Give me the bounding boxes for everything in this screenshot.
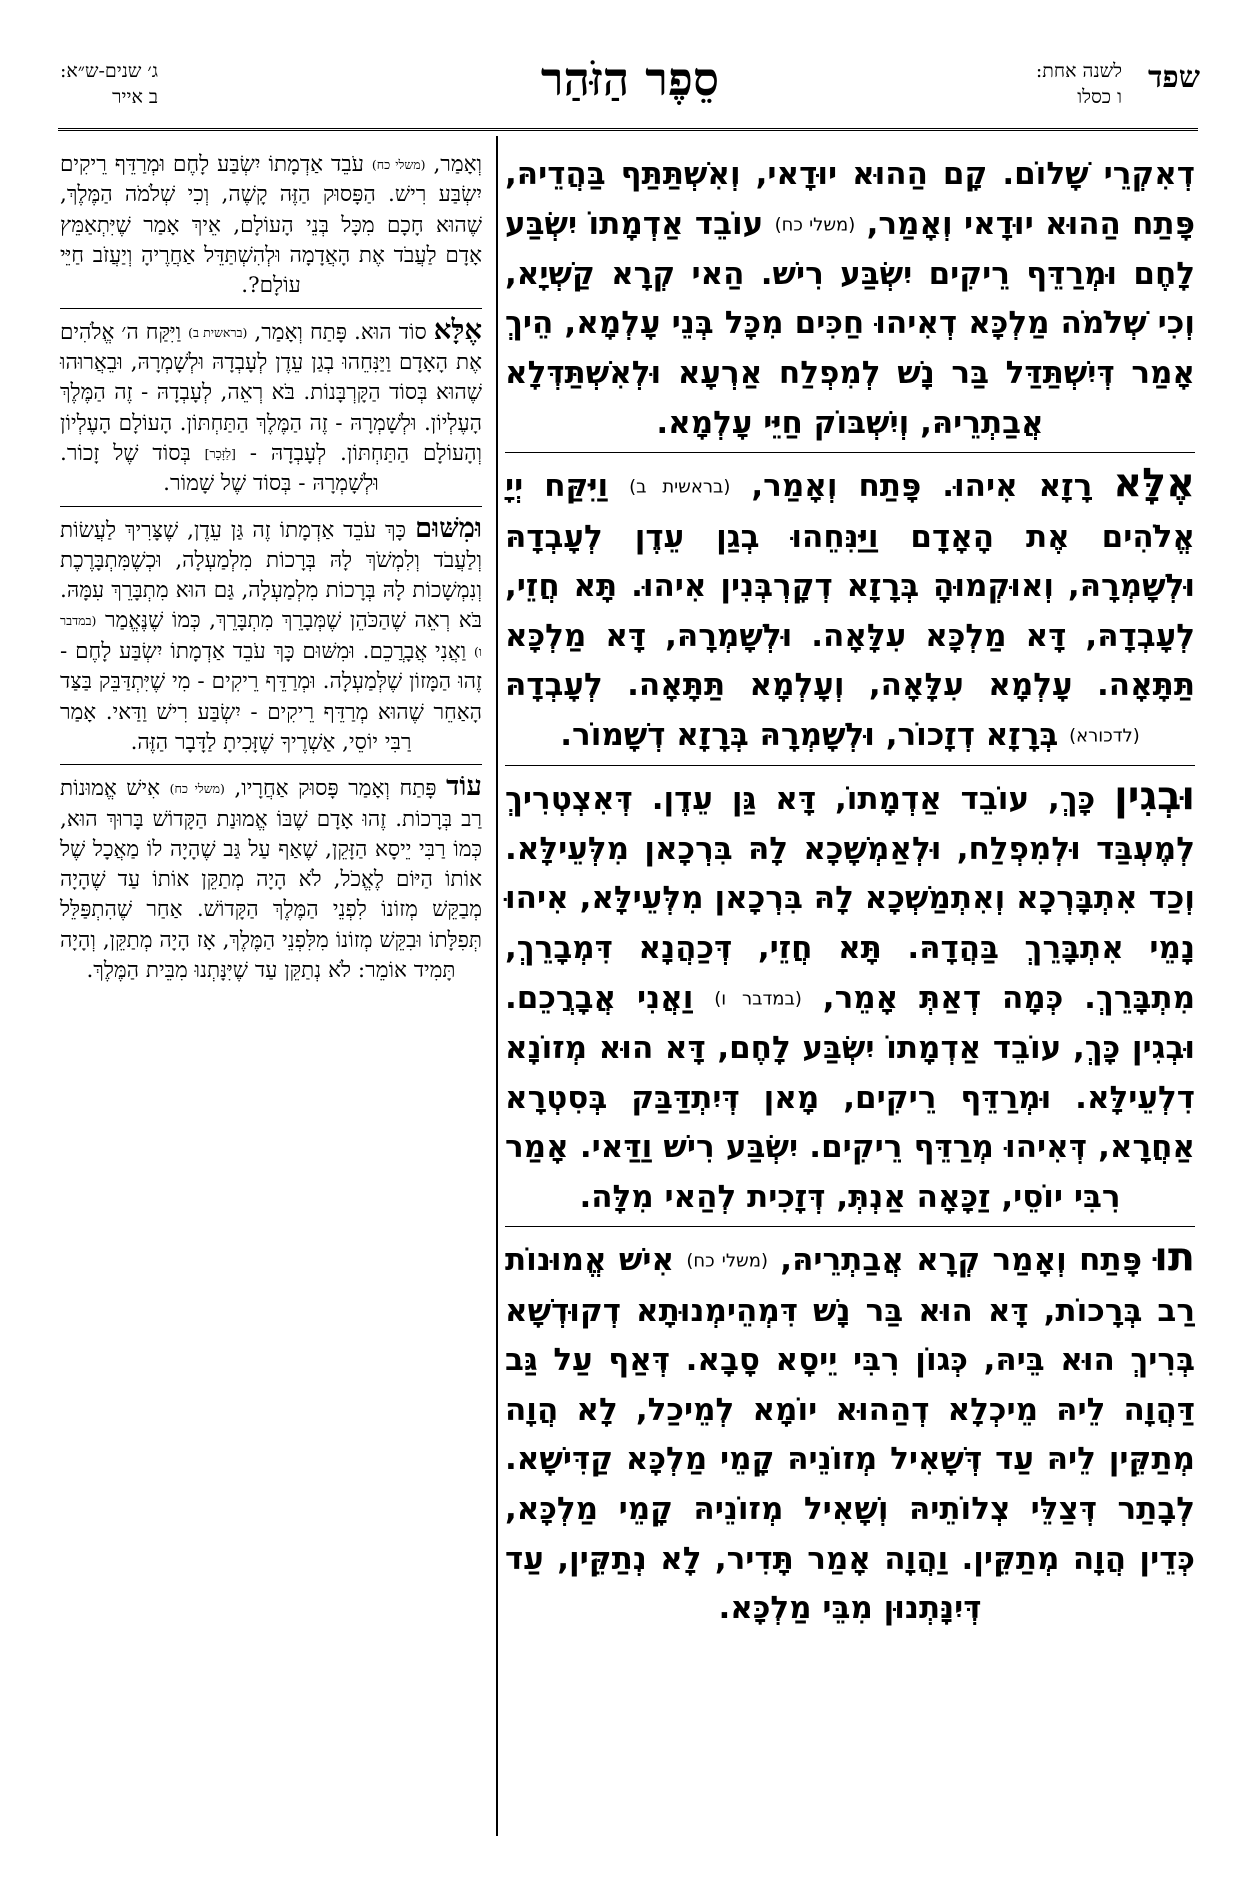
aramaic-paragraph-1 [505, 150, 1195, 448]
aramaic-p1-text: דְאִקְרֵי שָׁלוֹם. קָם הַהוּא יוּדָאי, וְאִשְׁתַּתַּף בַּהֲדֵיהּ, פָּתַח הַהוּא יוּדָאי וְאָמַר, [505, 156, 1195, 242]
aramaic-p4-text2: אִישׁ אֱמוּנוֹת רַב בְּרָכוֹת, דָּא הוּא בַּר נָשׁ דִּמְהֵימְנוּתָא דְקוּדְשָׁא בְּרִיךְ הוּא בֵּיהּ, כְּגוֹן רִבִּי יֵיסָא סָבָא. דְּאַף עַל גַּב דַּהֲוָה לֵיהּ מֵיכְלָא דְהַהוּא יוֹמָא לְמֵיכַל, לָא הֲוָה מְתַקֵּין לֵיהּ עַד דְּשָׁאִיל מְזוֹנֵיהּ קָמֵי מַלְכָּא קַדִּישָׁא. לְבָתַר דְּצַלֵּי צְלוֹתֵיהּ וְשָׁאִיל מְזוֹנֵיהּ קָמֵי מַלְכָּא, כְּדֵין הֲוָה מְתַקֵּין. וַהֲוָה אָמַר תָּדִיר, לָא נְתַקֵּין, עַד דְּיִנָּתְנוּן מִבֵּי מַלְכָּא. [505, 1242, 1195, 1627]
aramaic-column [505, 150, 1195, 1634]
aramaic-p2-text: רָזָא אִיהוּ. פָּתַח וְאָמַר, [730, 468, 1114, 505]
reading-schedule-left [60, 58, 158, 110]
aramaic-separator-3 [505, 1226, 1195, 1227]
reading-schedule-right-line1: לשנה אחת: [1035, 60, 1122, 82]
aramaic-paragraph-3 [505, 772, 1195, 1222]
hebrew-p1-text2: עֹבֵד אַדְמָתוֹ יִשְׂבַּע לָחֶם וּמְרַדֵּף רֵיקִים יִשְׂבַּע רִישׁ. הַפָּסוּק הַזֶּה קָשֶׁה, וְכִי שְׁלֹמֹה הַמֶּלֶךְ, שֶׁהוּא חָכָם מִכָּל בְּנֵי הָעוֹלָם, אֵיךְ אָמַר שֶׁיִּתְאַמֵּץ אָדָם לַעֲבֹד אֶת הָאֲדָמָה וּלְהִשְׁתַּדֵּל אַחֲרֶיהָ וְיַעֲזֹב חַיֵּי עוֹלָם?. [60, 152, 482, 299]
aramaic-p2-citation-2: (לדכורא) [1069, 725, 1140, 747]
aramaic-p3-text2: וַאֲנִי אֲבָרֲכֵם. וּבְגִין כָּךְ, עוֹבֵד אַדְמָתוֹ יִשְׂבַּע לָחֶם, דָּא הוּא מְזוֹנָא דִלְעֵילָּא. וּמְרַדֵּף רֵיקִים, מָאן דְּיִתְדַּבַּק בְּסִטְרָא אַחֲרָא, דְּאִיהוּ מְרַדֵּף רֵיקִים. יִשְׂבַּע רִישׁ וַדַּאי. אָמַר רִבִּי יוֹסֵי, זַכָּאָה אַנְתְּ, דְּזָכִית לְהַאי מִלָּה. [505, 979, 1195, 1215]
hebrew-p2-text3: בְּסוֹד שֶׁל זָכוֹר. וּלְשָׁמְרָהּ - בְּסוֹד שֶׁל שָׁמוֹר. [60, 440, 379, 497]
hebrew-p1-citation: (משלי כח) [371, 157, 426, 172]
page-header [60, 52, 1200, 132]
aramaic-p3-citation: (במדבר ו) [714, 988, 802, 1010]
aramaic-p3-text: כָּךְ, עוֹבֵד אַדְמָתוֹ, דָּא גַּן עֵדֶן. דְּאִצְטְרִיךְ לְמֶעְבַּד וּלְמִפְלַח, וּלְאַמְשָׁכָא לָהּ בִּרְכָאן מִלְּעֵילָּא. וְכַד אִתְבָּרְכָא וְאִתְמַשְׁכָא לָהּ בִּרְכָאן מִלְּעֵילָּא, אִיהוּ נָמֵי אִתְבָּרֵךְ בַּהֲדָהּ. תָּא חֲזֵי, דְּכַהֲנָא דִּמְבָרֵךְ, מִתְבָּרֵךְ. כְּמָה דְאַתְּ אָמֵר, [505, 781, 1196, 1016]
aramaic-p1-citation: (משלי כח) [774, 214, 856, 236]
aramaic-p1-text2: עוֹבֵד אַדְמָתוֹ יִשְׂבַּע לָחֶם וּמְרַדֵּף רֵיקִים יִשְׂבַּע רִישׁ. הַאי קְרָא קַשְׁיָא, וְכִי שְׁלֹמֹה מַלְכָּא דְאִיהוּ חַכִּים מִכָּל בְּנֵי עָלְמָא, הֵיךְ אָמַר דְּיִשְׁתַּדַּל בַּר נָשׁ לְמִפְלַח אַרְעָא וּלְאִשְׁתַּדְּלָא אֲבַתְרֵיהּ, וְיִשְׁבּוֹק חַיֵּי עָלְמָא. [505, 205, 1195, 441]
aramaic-p4-citation: (משלי כח) [686, 1250, 768, 1272]
aramaic-p2-text3: בְּרָזָא דְזָכוֹר, וּלְשָׁמְרָהּ בְּרָזָא דְשָׁמוֹר. [560, 716, 1070, 753]
hebrew-p2-text: סוֹד הוּא. פָּתַח וְאָמַר, [247, 319, 434, 345]
aramaic-p3-lead-word: וּבְגִין [1114, 773, 1195, 820]
hebrew-paragraph-2 [60, 315, 482, 500]
hebrew-p4-lead-word: עוֹד [446, 770, 482, 803]
column-divider [496, 136, 498, 1836]
aramaic-p4-lead-word: תוּ [1154, 1234, 1195, 1281]
hebrew-p2-lead-word: אֶלָּא [433, 313, 482, 346]
hebrew-p4-citation: (משלי כח) [169, 781, 225, 797]
hebrew-p3-text: כָּךְ עֹבֵד אַדְמָתוֹ זֶה גַּן עֵדֶן, שֶׁצָּרִיךְ לַעֲשׂוֹת וְלַעֲבֹד וְלִמְשֹׁךְ לָהּ בְּרָכוֹת מִלְמַעְלָה, וּכְשֶׁמִּתְבָּרֶכֶת וְנִמְשָׁכוֹת לָהּ בְּרָכוֹת מִלְמַעְלָה, גַּם הוּא מִתְבָּרֵךְ עִמָּהּ. בֹּא רְאֵה שֶׁהַכֹּהֵן שֶׁמְּבָרֵךְ מִתְבָּרֵךְ, כְּמוֹ שֶׁנֶּאֱמַר [60, 517, 482, 634]
hebrew-paragraph-3 [60, 513, 482, 759]
reading-schedule-right-line2: ו כסלו [1077, 86, 1122, 108]
header-rule [58, 128, 1198, 131]
hebrew-p2-bracket-note: [לַזָּכָר] [204, 445, 236, 461]
hebrew-p2-text2: וַיִּקַּח ה׳ אֱלֹהִים אֶת הָאָדָם וַיַּנִּחֵהוּ בְגַן עֵדֶן לְעָבְדָהּ וּלְשָׁמְרָהּ, וּבֵאֲרוּהוּ שֶׁהוּא בְּסוֹד הַקָּרְבָּנוֹת. בֹּא רְאֵה, לְעָבְדָהּ - זֶה הַמֶּלֶךְ הָעֶלְיוֹן. וּלְשָׁמְרָהּ - זֶה הַמֶּלֶךְ הַתַּחְתּוֹן. הָעוֹלָם הָעֶלְיוֹן וְהָעוֹלָם הַתַּחְתּוֹן. לְעָבְדָהּ - [60, 319, 482, 466]
hebrew-p3-text2: וַאֲנִי אֲבָרֲכֵם. וּמִשּׁוּם כָּךְ עֹבֵד אַדְמָתוֹ יִשְׂבַּע לָחֶם - זֶהוּ הַמָּזוֹן שֶׁלְּמַעְלָה. וּמְרַדֵּף רֵיקִים - מִי שֶׁיִּתְדַּבֵּק בַּצַּד הָאַחֵר שֶׁהוּא מְרַדֵּף רֵיקִים - יִשְׂבַּע רִישׁ וַדַּאי. אָמַר רַבִּי יוֹסֵי, אַשְׁרֶיךָ שֶׁזָּכִיתָ לַדָּבָר הַזֶּה. [60, 639, 482, 755]
reading-schedule-left-line1: ג׳ שנים-ש״א: [60, 60, 159, 82]
hebrew-p1-text: וְאָמַר, [425, 152, 482, 178]
aramaic-p2-citation: (בראשית ב) [629, 476, 731, 498]
hebrew-separator-1 [60, 308, 482, 309]
aramaic-separator-1 [505, 452, 1195, 453]
hebrew-separator-3 [60, 764, 482, 765]
hebrew-p2-citation: (בראשית ב) [188, 324, 248, 340]
aramaic-p2-text2: וַיִּקַּח יְיָ אֱלֹהִים אֶת הָאָדָם וַיַּנִּחֵהוּ בְגַן עֵדֶן לְעָבְדָהּ וּלְשָׁמְרָהּ, וְאוּקְמוּהָ בְּרָזָא דְקָרְבְּנִין אִיהוּ. תָּא חֲזֵי, לְעָבְדָהּ, דָּא מַלְכָּא עִלָּאָה. וּלְשָׁמְרָהּ, דָּא מַלְכָּא תַּתָּאָה. עָלְמָא עִלָּאָה, וְעָלְמָא תַּתָּאָה. לְעָבְדָהּ [505, 468, 1195, 704]
reading-schedule-left-line2: ב אייר [112, 86, 159, 108]
hebrew-paragraph-1 [60, 150, 482, 302]
aramaic-p4-text: פָּתַח וְאָמַר קְרָא אֲבַתְרֵיהּ, [767, 1242, 1155, 1279]
aramaic-p2-lead-word: אֶלָּא [1113, 460, 1195, 507]
hebrew-separator-2 [60, 506, 482, 507]
hebrew-translation-column [60, 150, 482, 986]
aramaic-paragraph-2 [505, 459, 1195, 761]
hebrew-p4-text: פָּתַח וְאָמַר פָּסוּק אַחֲרָיו, [224, 776, 447, 802]
hebrew-p4-text2: אִישׁ אֱמוּנוֹת רַב בְּרָכוֹת. זֶהוּ אָדָם שֶׁבּוֹ אֱמוּנַת הַקָּדוֹשׁ בָּרוּךְ הוּא, כְּמוֹ רַבִּי יֵיסָא הַזָּקֵן, שֶׁאַף עַל גַּב שֶׁהָיָה לוֹ מַאֲכָל שֶׁל אוֹתוֹ הַיּוֹם לֶאֱכֹל, לֹא הָיָה מְתַקֵּן אוֹתוֹ עַד שֶׁהָיָה מְבַקֵּשׁ מְזוֹנוֹ לִפְנֵי הַמֶּלֶךְ הַקָּדוֹשׁ. אַחַר שֶׁהִתְפַּלֵּל תְּפִלָּתוֹ וּבִקֵּשׁ מְזוֹנוֹ מִלִּפְנֵי הַמֶּלֶךְ, אָז הָיָה מְתַקֵּן, וְהָיָה תָּמִיד אוֹמֵר: לֹא נְתַקֵּן עַד שֶׁיִּנָּתְנוּ מִבֵּית הַמֶּלֶךְ. [60, 776, 482, 984]
book-title: סֵפֶר הַזֹּהַר [540, 52, 720, 106]
aramaic-separator-2 [505, 765, 1195, 766]
page-number: שפד [1148, 60, 1200, 95]
hebrew-p3-citation: (במדבר ו) [60, 613, 482, 659]
hebrew-paragraph-4 [60, 771, 482, 986]
aramaic-paragraph-4 [505, 1233, 1195, 1633]
hebrew-p3-lead-word: וּמִשּׁוּם [414, 511, 482, 544]
